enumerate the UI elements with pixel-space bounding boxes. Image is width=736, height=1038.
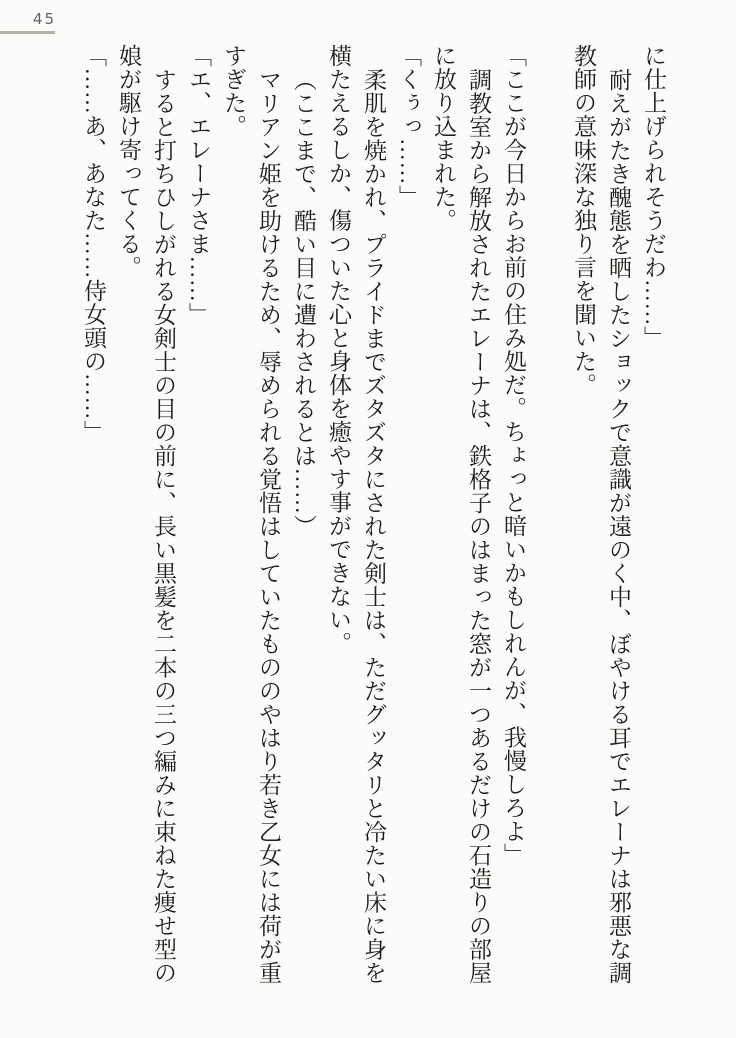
text-line: 横たえるしか、傷ついた心と身体を癒やす事ができない。 <box>326 44 351 655</box>
text-line: 柔肌を焼かれ、プライドまでズタズタにされた剣士は、ただグッタリと冷たい床に身を <box>361 67 386 984</box>
page-number-rule <box>0 31 55 34</box>
text-line: 「ここが今日からお前の住み処だ。ちょっと暗いかもしれんが、我慢しろよ」 <box>501 44 526 867</box>
text-line: すると打ちひしがれる女剣士の目の前に、長い黒髪を二本の三つ編みに束ねた痩せ型の <box>151 67 176 984</box>
text-line: 教師の意味深な独り言を聞いた。 <box>571 44 596 397</box>
text-line: 調教室から解放されたエレーナは、鉄格子のはまった窓が一つあるだけの石造りの部屋 <box>466 67 491 984</box>
page-number: 45 <box>33 10 57 28</box>
blank-line <box>531 44 566 988</box>
page-text <box>75 44 671 988</box>
text-line: すぎた。 <box>221 44 246 138</box>
text-line: 「くぅっ……」 <box>396 44 421 209</box>
text-line: マリアン姫を助けるため、辱められる覚悟はしていたもののやはり若き乙女には荷が重 <box>256 67 281 984</box>
text-line: に仕上げられそうだわ……」 <box>641 44 666 350</box>
text-line: に放り込まれた。 <box>431 44 456 232</box>
text-line: 娘が駆け寄ってくる。 <box>116 44 141 279</box>
text-line: （ここまで、酷い目に遭わされるとは……） <box>291 67 316 538</box>
text-line: 「エ、エレーナさま……」 <box>186 44 211 326</box>
text-line: 「……あ、あなた……侍女頭の……」 <box>81 44 106 444</box>
text-line: 耐えがたき醜態を晒したショックで意識が遠のく中、ぼやける耳でエレーナは邪悪な調 <box>606 67 631 984</box>
